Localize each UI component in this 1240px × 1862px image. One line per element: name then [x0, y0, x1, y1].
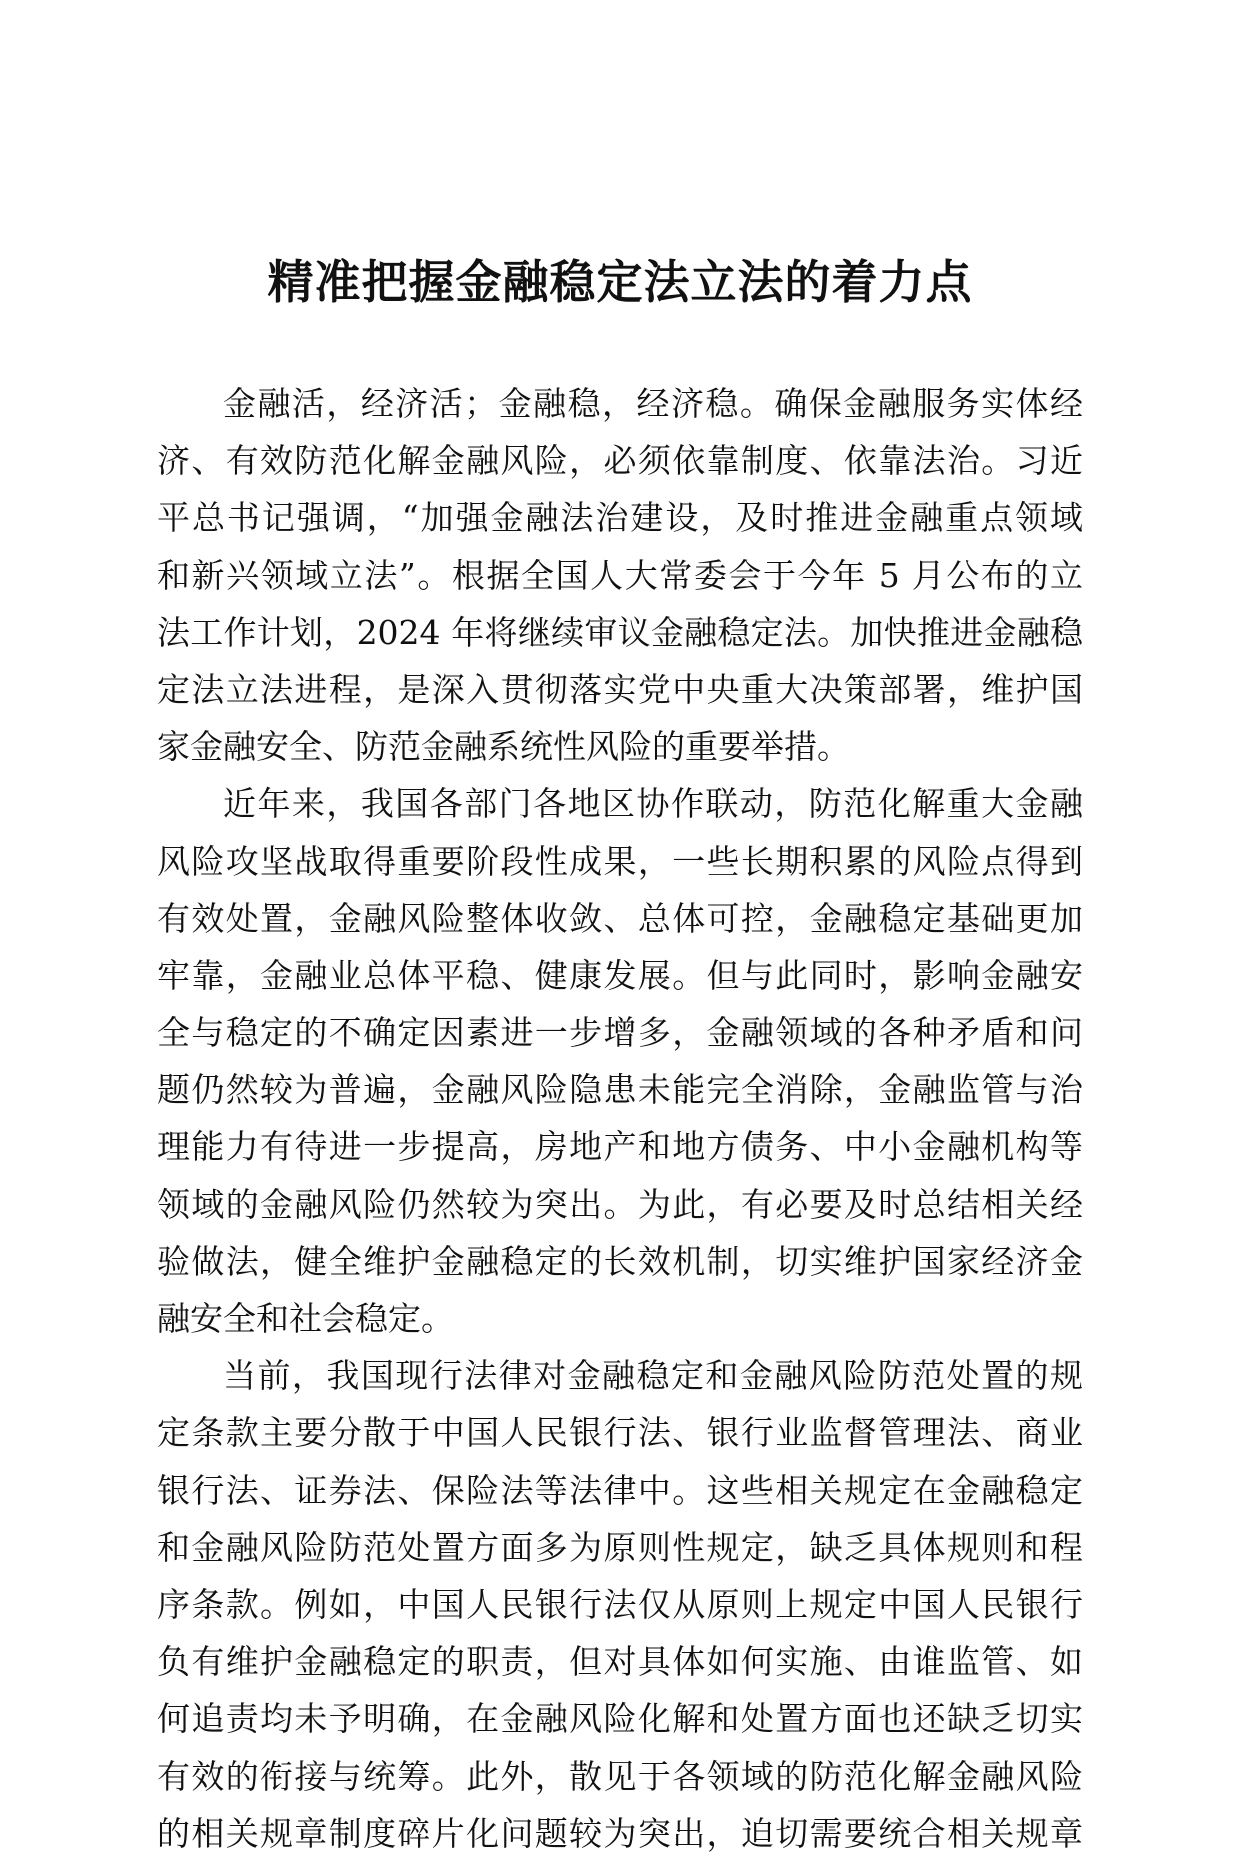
paragraph-2-line: 领域的金融风险仍然较为突出。为此，有必要及时总结相关经	[157, 1184, 1083, 1224]
paragraph-3-line: 负有维护金融稳定的职责，但对具体如何实施、由谁监管、如	[157, 1642, 1083, 1682]
paragraph-1-line: 和新兴领域立法”。根据全国人大常委会于今年 5 月公布的立	[157, 555, 1083, 595]
paragraph-2-line: 有效处置，金融风险整体收敛、总体可控，金融稳定基础更加	[157, 898, 1083, 938]
paragraph-3-line: 有效的衔接与统筹。此外，散见于各领域的防范化解金融风险	[157, 1756, 1083, 1796]
paragraph-3-line: 当前，我国现行法律对金融稳定和金融风险防范处置的规	[223, 1356, 1083, 1396]
paragraph-2-line: 近年来，我国各部门各地区协作联动，防范化解重大金融	[223, 784, 1083, 824]
paragraph-2-line: 理能力有待进一步提高，房地产和地方债务、中小金融机构等	[157, 1127, 1083, 1167]
paragraph-3-line: 银行法、证券法、保险法等法律中。这些相关规定在金融稳定	[157, 1470, 1083, 1510]
paragraph-3-line: 和金融风险防范处置方面多为原则性规定，缺乏具体规则和程	[157, 1527, 1083, 1567]
paragraph-1-line: 定法立法进程，是深入贯彻落实党中央重大决策部署，维护国	[157, 669, 1083, 709]
paragraph-2-line: 风险攻坚战取得重要阶段性成果，一些长期积累的风险点得到	[157, 841, 1083, 881]
paragraph-3-line: 定条款主要分散于中国人民银行法、银行业监督管理法、商业	[157, 1413, 1083, 1453]
paragraph-2-line: 融安全和社会稳定。	[157, 1299, 454, 1338]
paragraph-2-line: 题仍然较为普遍，金融风险隐患未能完全消除，金融监管与治	[157, 1070, 1083, 1110]
paragraph-1-line: 法工作计划，2024 年将继续审议金融稳定法。加快推进金融稳	[157, 612, 1083, 652]
page-title: 精准把握金融稳定法立法的着力点	[267, 255, 973, 309]
paragraph-2-line: 全与稳定的不确定因素进一步增多，金融领域的各种矛盾和问	[157, 1013, 1083, 1053]
paragraph-3-line: 序条款。例如，中国人民银行法仅从原则上规定中国人民银行	[157, 1584, 1083, 1624]
paragraph-2-line: 验做法，健全维护金融稳定的长效机制，切实维护国家经济金	[157, 1241, 1083, 1281]
paragraph-1-line: 金融活，经济活；金融稳，经济稳。确保金融服务实体经	[223, 384, 1083, 423]
paragraph-2-line: 牢靠，金融业总体平稳、健康发展。但与此同时，影响金融安	[157, 955, 1083, 995]
paragraph-3-line: 何追责均未予明确，在金融风险化解和处置方面也还缺乏切实	[157, 1699, 1083, 1739]
paragraph-1-line: 平总书记强调，“加强金融法治建设，及时推进金融重点领域	[157, 498, 1083, 538]
article-body	[157, 375, 1083, 1862]
paragraph-1-line: 济、有效防范化解金融风险，必须依靠制度、依靠法治。习近	[157, 441, 1083, 481]
paragraph-1-line: 家金融安全、防范金融系统性风险的重要举措。	[157, 727, 850, 767]
paragraph-3-line: 的相关规章制度碎片化问题较为突出，迫切需要统合相关规章	[157, 1813, 1083, 1853]
